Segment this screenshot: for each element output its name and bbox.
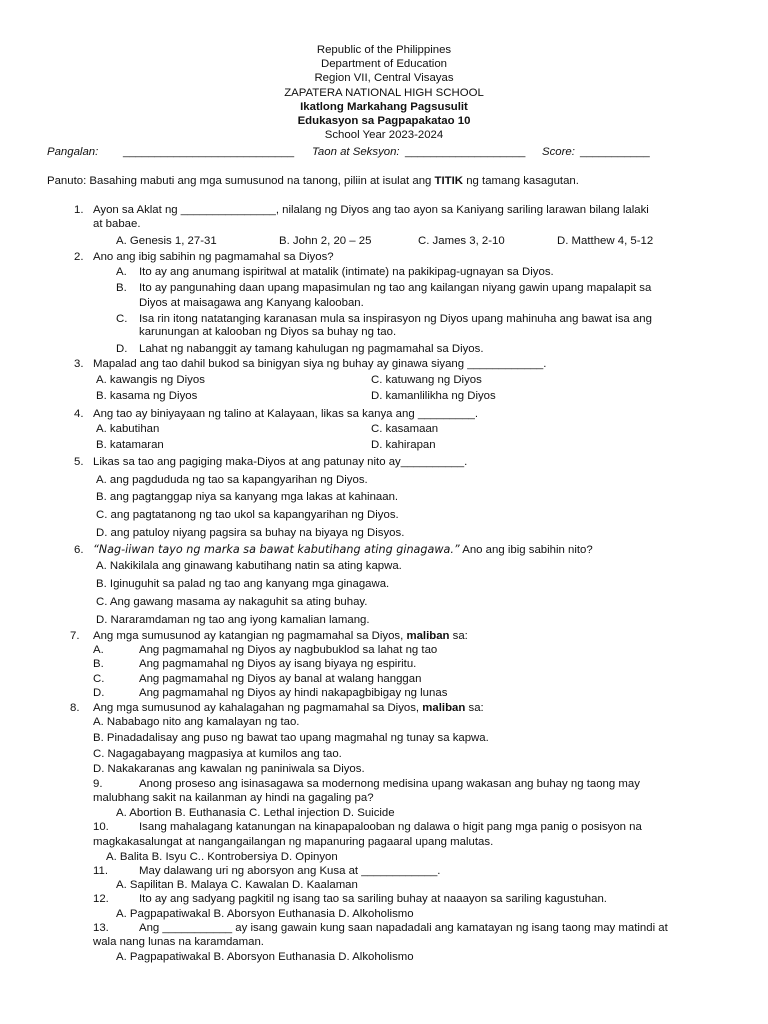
choice-letter: D.	[93, 687, 105, 699]
q2-choice-d: Lahat ng nabanggit ay tamang kahulugan ng pagmamahal sa Diyos.	[139, 343, 484, 355]
q3-choice-c: C. katuwang ng Diyos	[371, 374, 482, 386]
question-1-text-cont: at babae.	[93, 218, 141, 230]
choice-letter: D.	[116, 343, 128, 355]
question-10-text: Isang mahalagang katanungan na kinapapalooban ng dalawa o higit pang mga panig o posisyon na	[139, 821, 642, 833]
q11-choices: A. Sapilitan B. Malaya C. Kawalan D. Kaalaman	[116, 879, 358, 891]
q4-choice-a: A. kabutihan	[96, 423, 160, 435]
question-number: 1.	[74, 204, 84, 216]
question-number: 10.	[93, 821, 109, 833]
q6-choice-c: C. Ang gawang masama ay nakaguhit sa ating buhay.	[96, 596, 368, 608]
q4-choice-d: D. kahirapan	[371, 439, 436, 451]
question-number: 13.	[93, 922, 109, 934]
question-1-text: Ayon sa Aklat ng _______________, nilalang ng Diyos ang tao ayon sa Kaniyang sariling larawan bilang lalaki	[93, 204, 649, 216]
q3-choice-a: A. kawangis ng Diyos	[96, 374, 205, 386]
q2-choice-a: Ito ay ang anumang ispiritwal at matalik (intimate) na pakikipag-ugnayan sa Diyos.	[139, 266, 554, 278]
question-3-text: Mapalad ang tao dahil bukod sa binigyan siya ng buhay ay ginawa siyang ____________.	[93, 358, 547, 370]
question-10-text-cont: magkakasalungat at nangangailangan ng mapanuring pagaaral upang malutas.	[93, 836, 494, 848]
name-label: Pangalan:	[47, 146, 99, 158]
question-number: 5.	[74, 456, 84, 468]
question-5-text: Likas sa tao ang pagiging maka-Diyos at ang patunay nito ay__________.	[93, 456, 468, 468]
name-field[interactable]: ___________________________	[123, 146, 295, 158]
question-9-text: Anong proseso ang isinasagawa sa modernong medisina upang wakasan ang buhay ng taong may	[139, 778, 640, 790]
score-field[interactable]: ___________	[580, 146, 650, 158]
q2-choice-b: Ito ay pangunahing daan upang mapasimulan ng tao ang kailangan niyang gawin upang mapalapit sa	[139, 282, 652, 294]
q7-choice-c: Ang pagmamahal ng Diyos ay banal at walang hanggan	[139, 673, 422, 685]
section-label: Taon at Seksyon:	[312, 146, 400, 158]
q2-choice-c: Isa rin itong natatanging karanasan mula sa inspirasyon ng Diyos upang mahinuha ang bawat isa ang	[139, 313, 652, 325]
question-13-text: Ang ___________ ay isang gawain kung saan napadadali ang kamatayan ng isang taong may matindi at	[139, 922, 668, 934]
q9-choices: A. Abortion B. Euthanasia C. Lethal injection D. Suicide	[116, 807, 395, 819]
score-label: Score:	[542, 146, 575, 158]
choice-letter: A.	[93, 644, 104, 656]
q5-choice-b: B. ang pagtanggap niya sa kanyang mga lakas at kahinaan.	[96, 491, 399, 503]
document-header	[0, 43, 768, 142]
question-number: 2.	[74, 251, 84, 263]
q7-choice-a: Ang pagmamahal ng Diyos ay nagbubuklod sa lahat ng tao	[139, 644, 438, 656]
question-2-text: Ano ang ibig sabihin ng pagmamahal sa Diyos?	[93, 251, 334, 263]
q2-choice-b-cont: Diyos at maisagawa ang Kanyang kalooban.	[139, 297, 364, 309]
q4-choice-b: B. katamaran	[96, 439, 164, 451]
q1-choice-a: A. Genesis 1, 27-31	[116, 235, 217, 247]
header-school-year: School Year 2023-2024	[324, 129, 444, 142]
q13-choices: A. Pagpapatiwakal B. Aborsyon Euthanasia D. Alkoholismo	[116, 951, 414, 963]
question-7-text: Ang mga sumusunod ay katangian ng pagmamahal sa Diyos, maliban sa:	[93, 630, 468, 642]
q6-choice-a: A. Nakikilala ang ginawang kabutihang natin sa ating kapwa.	[96, 560, 402, 572]
q10-choices: A. Balita B. Isyu C.. Kontrobersiya D. Opinyon	[106, 851, 338, 863]
question-13-text-cont: wala nang lunas na karamdaman.	[93, 936, 264, 948]
q8-choice-b: B. Pinadadalisay ang puso ng bawat tao upang magmahal ng tunay sa kapwa.	[93, 732, 489, 744]
q5-choice-c: C. ang pagtatanong ng tao ukol sa kapangyarihan ng Diyos.	[96, 509, 399, 521]
choice-letter: B.	[93, 658, 104, 670]
question-12-text: Ito ay ang sadyang pagkitil ng isang tao sa sariling buhay at naaayon sa sariling kagustuhan.	[139, 893, 607, 905]
question-6-text: “Nag-iiwan tayo ng marka sa bawat kabutihang ating ginagawa.” Ano ang ibig sabihin nito?	[93, 543, 593, 556]
header-school: ZAPATERA NATIONAL HIGH SCHOOL	[284, 86, 484, 99]
question-number: 11.	[93, 865, 108, 877]
q3-choice-b: B. kasama ng Diyos	[96, 390, 198, 402]
choice-letter: B.	[116, 282, 127, 294]
q12-choices: A. Pagpapatiwakal B. Aborsyon Euthanasia D. Alkoholismo	[116, 908, 414, 920]
header-department: Department of Education	[320, 58, 447, 71]
q1-choice-c: C. James 3, 2-10	[418, 235, 505, 247]
q6-choice-b: B. Iginuguhit sa palad ng tao ang kanyang mga ginagawa.	[96, 578, 390, 590]
question-number: 12.	[93, 893, 109, 905]
q3-choice-d: D. kamanlilikha ng Diyos	[371, 390, 496, 402]
q8-choice-d: D. Nakakaranas ang kawalan ng paniniwala sa Diyos.	[93, 763, 365, 775]
question-number: 8.	[70, 702, 80, 714]
question-8-text: Ang mga sumusunod ay kahalagahan ng pagmamahal sa Diyos, maliban sa:	[93, 702, 484, 714]
choice-letter: C.	[93, 673, 105, 685]
question-number: 9.	[93, 778, 103, 790]
q8-choice-a: A. Nababago nito ang kamalayan ng tao.	[93, 716, 300, 728]
header-subject: Edukasyon sa Pagpapakatao 10	[297, 114, 471, 127]
question-9-text-cont: malubhang sakit na kailanman ay hindi na gagaling pa?	[93, 792, 374, 804]
choice-letter: C.	[116, 313, 128, 325]
header-exam-title: Ikatlong Markahang Pagsusulit	[300, 100, 468, 113]
q5-choice-a: A. ang pagdududa ng tao sa kapangyarihan ng Diyos.	[96, 474, 368, 486]
q1-choice-d: D. Matthew 4, 5-12	[557, 235, 654, 247]
question-number: 6.	[74, 544, 84, 556]
question-number: 7.	[70, 630, 80, 642]
q6-choice-d: D. Nararamdaman ng tao ang iyong kamalian lamang.	[96, 614, 370, 626]
q7-choice-d: Ang pagmamahal ng Diyos ay hindi nakapagbibigay ng lunas	[139, 687, 448, 699]
instructions: Panuto: Basahing mabuti ang mga sumusunod na tanong, piliin at isulat ang TITIK ng tamang kasagutan.	[47, 175, 579, 187]
header-republic: Republic of the Philippines	[316, 44, 452, 56]
q4-choice-c: C. kasamaan	[371, 423, 439, 435]
question-4-text: Ang tao ay biniyayaan ng talino at Kalayaan, likas sa kanya ang _________.	[93, 408, 479, 420]
q8-choice-c: C. Nagagabayang magpasiya at kumilos ang tao.	[93, 748, 342, 760]
question-11-text: May dalawang uri ng aborsyon ang Kusa at ____________.	[139, 865, 441, 877]
choice-letter: A.	[116, 266, 127, 278]
q2-choice-c-cont: karunungan at kalooban ng Diyos sa buhay ng tao.	[139, 326, 397, 338]
section-field[interactable]: ___________________	[405, 146, 526, 158]
header-region: Region VII, Central Visayas	[314, 72, 454, 85]
q5-choice-d: D. ang patuloy niyang pagsira sa buhay na biyaya ng Disyos.	[96, 527, 405, 539]
q1-choice-b: B. John 2, 20 – 25	[279, 235, 372, 247]
question-number: 4.	[74, 408, 84, 420]
question-number: 3.	[74, 358, 84, 370]
q7-choice-b: Ang pagmamahal ng Diyos ay isang biyaya ng espiritu.	[139, 658, 417, 670]
